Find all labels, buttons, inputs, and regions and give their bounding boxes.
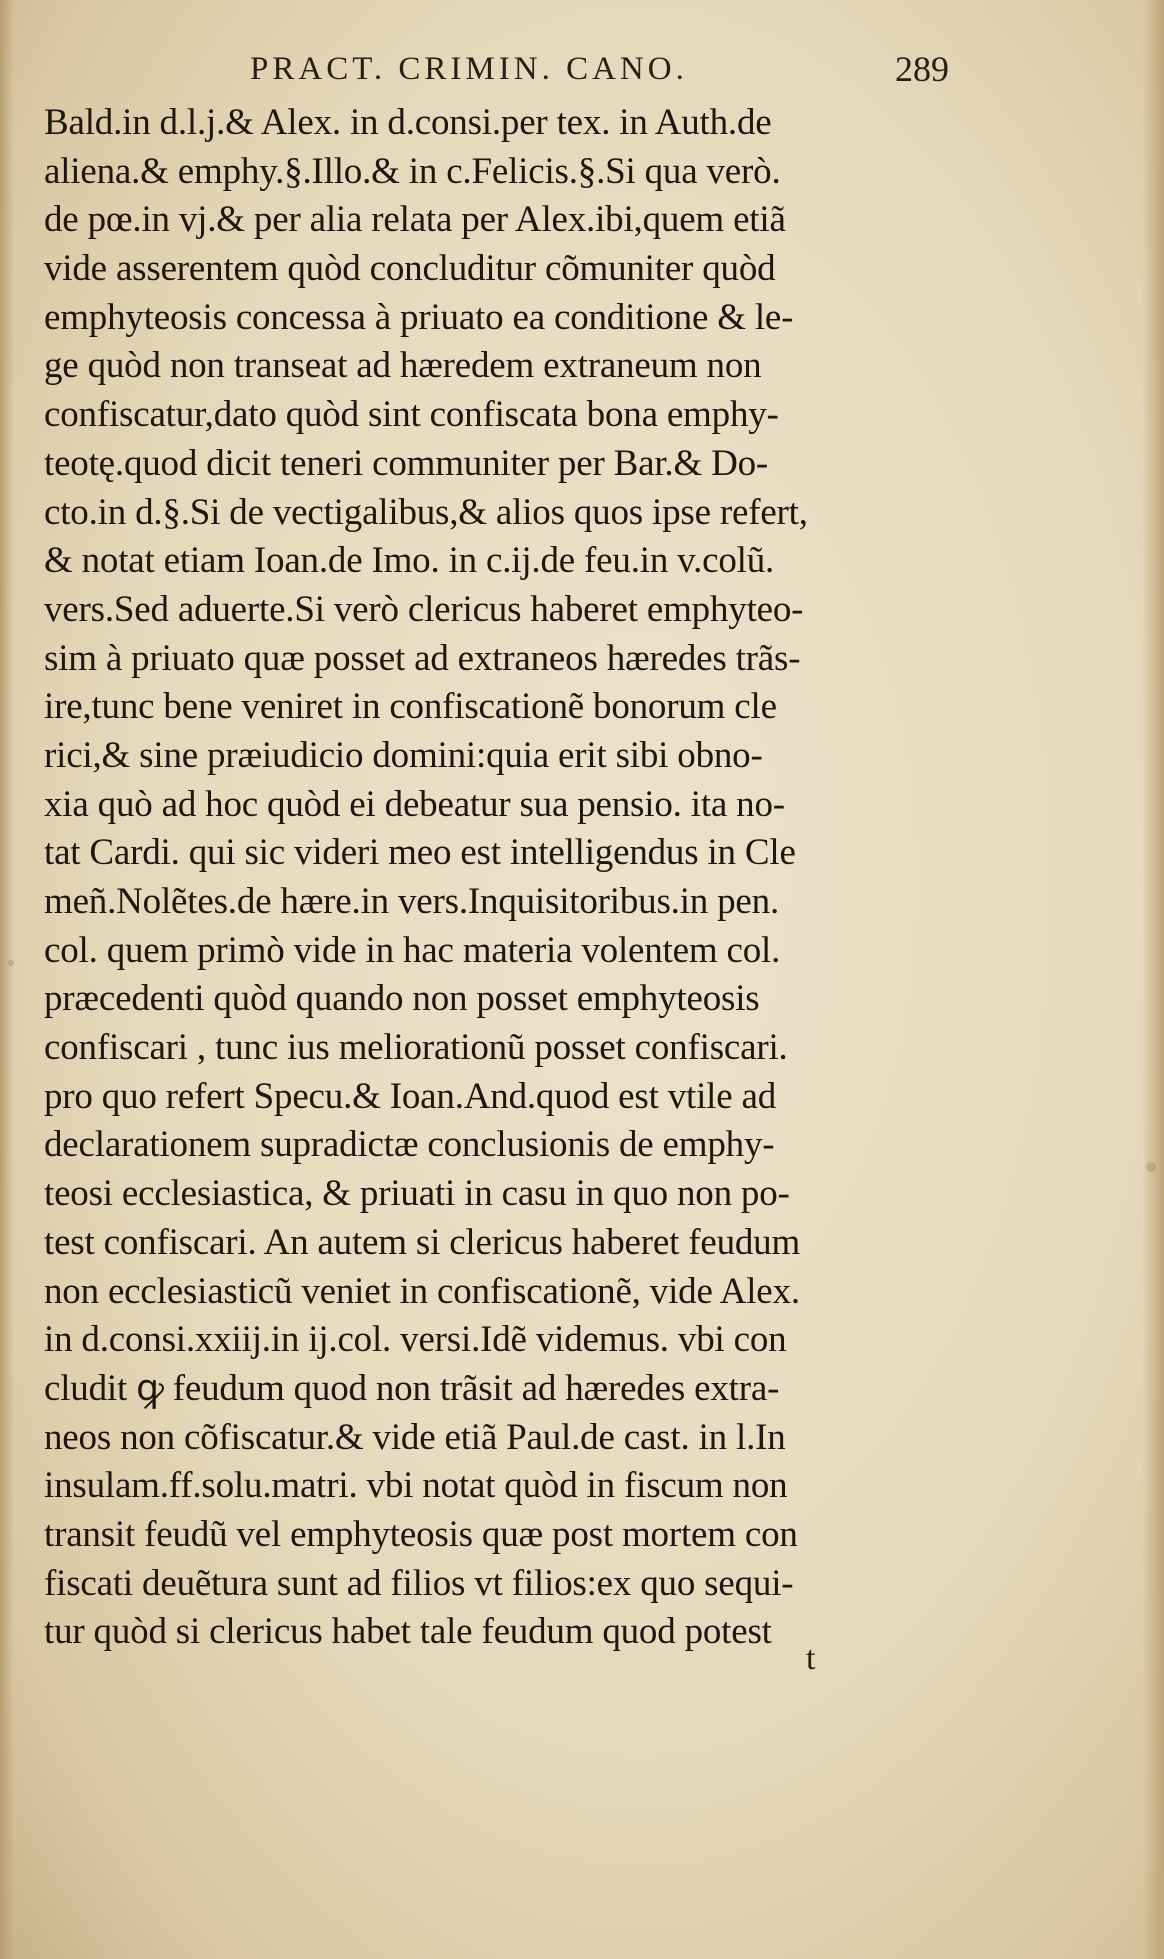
text-line: confiscatur,dato quòd sint confiscata bona emphy- xyxy=(44,394,779,436)
text-line: cludit ꝙ feudum quod non trãsit ad hæredes extra- xyxy=(44,1367,780,1409)
paper-speck xyxy=(8,960,14,966)
text-line: tat Cardi. qui sic videri meo est intelligendus in Cle xyxy=(44,832,796,874)
text-line: insulam.ff.solu.matri. vbi notat quòd in fiscum non xyxy=(44,1465,788,1507)
text-line: vide asserentem quòd concluditur cõmuniter quòd xyxy=(44,248,776,290)
text-line: confiscari , tunc ius meliorationũ posset confiscari. xyxy=(44,1027,788,1069)
text-line: rici,& sine præiudicio domini:quia erit sibi obno- xyxy=(44,734,763,776)
text-line: ire,tunc bene veniret in confiscationẽ bonorum cle xyxy=(44,686,777,728)
text-line: de pœ.in vj.& per alia relata per Alex.ibi,quem etiã xyxy=(44,199,786,241)
text-line: præcedenti quòd quando non posset emphyteosis xyxy=(44,978,760,1020)
running-head: PRACT. CRIMIN. CANO. xyxy=(250,51,688,87)
text-line: teotę.quod dicit teneri communiter per Bar.& Do- xyxy=(44,442,769,484)
text-line: neos non cõfiscatur.& vide etiã Paul.de cast. in l.In xyxy=(44,1416,786,1458)
text-line: cto.in d.§.Si de vectigalibus,& alios quos ipse refert, xyxy=(44,491,808,533)
text-line: teosi ecclesiastica, & priuati in casu in quo non po- xyxy=(44,1173,790,1215)
text-line: Bald.in d.l.j.& Alex. in d.consi.per tex. in Auth.de xyxy=(44,102,772,143)
text-line: ge quòd non transeat ad hæredem extraneum non xyxy=(44,345,762,387)
text-line: col. quem primò vide in hac materia volentem col. xyxy=(44,929,781,971)
paper-speck xyxy=(1146,1162,1156,1172)
text-line: declarationem supradictæ conclusionis de emphy- xyxy=(44,1124,775,1166)
text-line: fiscati deuẽtura sunt ad filios vt filios:ex quo sequi- xyxy=(44,1562,794,1604)
text-line: tur quòd si clericus habet tale feudum quod potest xyxy=(44,1611,772,1653)
signature-mark: t xyxy=(806,1640,816,1677)
text-line: transit feudũ vel emphyteosis quæ post mortem con xyxy=(44,1513,798,1555)
text-line: sim à priuato quæ posset ad extraneos hæredes trãs- xyxy=(44,637,801,679)
text-line: & notat etiam Ioan.de Imo. in c.ij.de feu.in v.colũ. xyxy=(44,540,775,582)
page-edge-shadow-left xyxy=(0,0,14,1959)
page-header xyxy=(0,44,1164,94)
text-line: xia quò ad hoc quòd ei debeatur sua pensio. ita no- xyxy=(44,783,785,825)
text-line: pro quo refert Specu.& Ioan.And.quod est vtile ad xyxy=(44,1075,777,1117)
text-line: aliena.& emphy.§.Illo.& in c.Felicis.§.Si qua verò. xyxy=(44,150,781,192)
page-number: 289 xyxy=(895,49,949,89)
text-line: non ecclesiasticũ veniet in confiscationẽ, vide Alex. xyxy=(44,1270,800,1312)
text-line: test confiscari. An autem si clericus haberet feudum xyxy=(44,1221,801,1263)
text-line: vers.Sed aduerte.Si verò clericus haberet emphyteo- xyxy=(44,588,804,630)
body-text xyxy=(44,99,1154,1657)
text-line: emphyteosis concessa à priuato ea conditione & le- xyxy=(44,296,794,338)
text-line: in d.consi.xxiij.in ij.col. versi.Idẽ videmus. vbi con xyxy=(44,1319,787,1361)
text-line: meñ.Nolẽtes.de hære.in vers.Inquisitoribus.in pen. xyxy=(44,881,780,922)
